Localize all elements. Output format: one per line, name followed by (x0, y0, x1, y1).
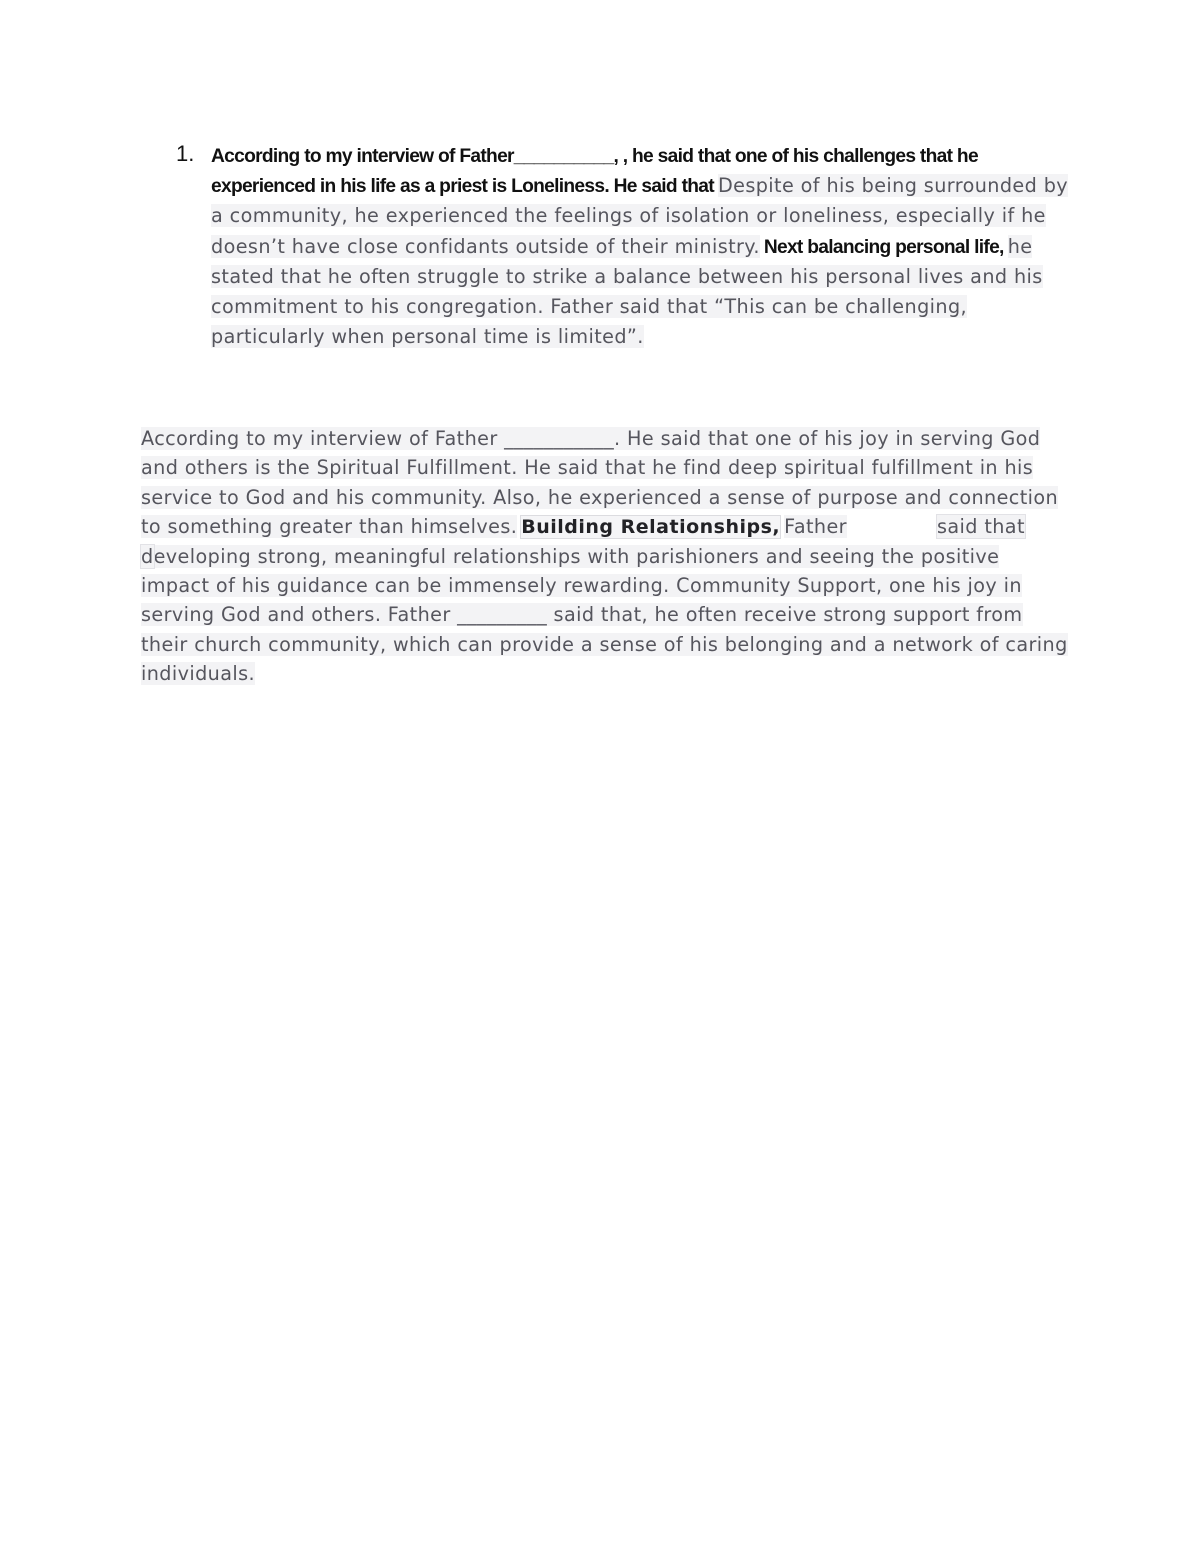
building-relationships-heading: Building Relationships, (521, 516, 781, 539)
relationships-description: eveloping strong, meaningful relationships with parishioners and seeing the positive impact of his guidance can be immensely rewarding. Community Support, one his joy in serving God and others. Father _________ said that, he often receive strong support from their church community, which can provide a sense of his belonging and a network of caring individuals. (141, 544, 1068, 686)
said-that-text: said that d (141, 515, 1025, 568)
list-item-text (211, 143, 1071, 353)
balancing-life-description: he stated that he often struggle to strike a balance between his personal lives and his commitment to his congregation. Father said that “This can be challenging, particularly when personal time is limited”. (211, 234, 1043, 349)
joy-paragraph (141, 425, 1071, 690)
spiritual-fulfillment-text: According to my interview of Father ___________. He said that one of his joy in serving God and others is the Spiritual Fulfillment. He said that he find deep spiritual fulfillment in his service to God and his community. Also, he experienced a sense of purpose and connection to something greater than himselves. (141, 427, 1059, 539)
balancing-life-heading: Next balancing personal life, (763, 236, 1004, 258)
loneliness-description: Despite of his being surrounded by a community, he experienced the feelings of isolation or loneliness, especially if he doesn’t have close confidants outside of their ministry. (211, 174, 1069, 258)
father-text: Father (784, 515, 847, 539)
intro-bold-text: According to my interview of Father__________, , he said that one of his challenges that he experienced in his life as a priest is Loneliness. He said that (211, 146, 978, 198)
list-number: 1. (176, 141, 195, 166)
